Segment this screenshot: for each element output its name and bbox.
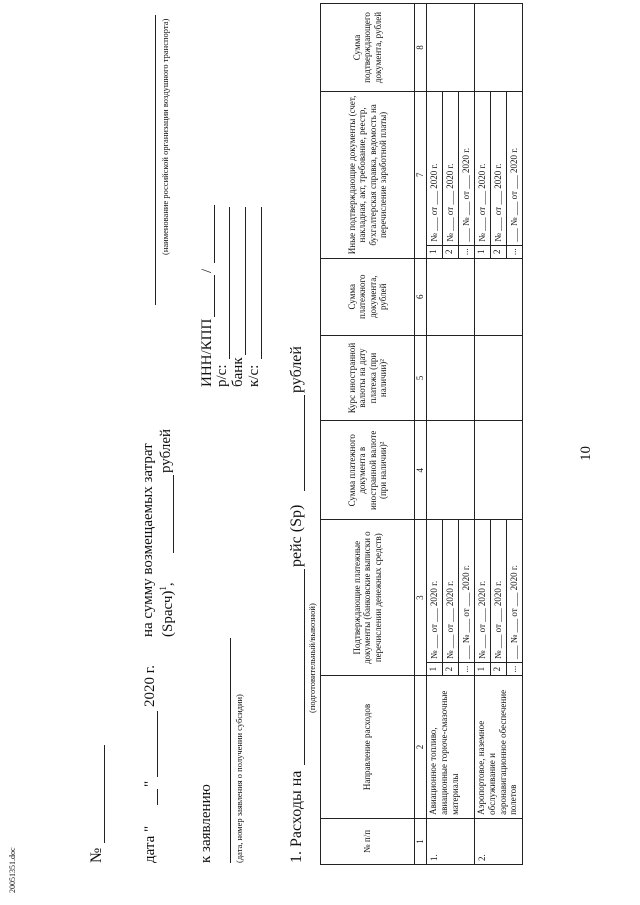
column-numbers-row [415, 4, 427, 865]
date-month-line [157, 711, 158, 777]
row-direction: Аэропортовое, наземное обслуживание и аэронавигационное обеспечение полетов [475, 676, 523, 819]
flight-caption: (подготовительный/вывозной) [307, 603, 317, 713]
table-row [475, 4, 491, 865]
confirm-sum-cell [427, 4, 475, 92]
rate-cell [427, 335, 475, 421]
flight-sum-line [304, 395, 305, 491]
pay-doc-index: 1 [427, 662, 443, 675]
pay-doc-line: № ___ от ___ 2020 г. [475, 520, 491, 663]
pay-doc-index: ... [507, 662, 523, 675]
col-num: 4 [415, 421, 427, 520]
org-line [155, 15, 156, 305]
page-number: 10 [578, 446, 594, 461]
rub-sum-cell [427, 258, 475, 335]
other-doc-index: 1 [427, 245, 443, 258]
footnote-1: 1 [158, 586, 168, 591]
header-num: № п/п [321, 818, 415, 864]
other-doc-line: ___ № ___ от ___ 2020 г. [459, 91, 475, 245]
col-num: 8 [415, 4, 427, 92]
header-pay-docs: Подтверждающие платежные документы (банковские выписки о перечислении денежных средств) [321, 520, 415, 676]
spasch-text: (Spасч) [160, 590, 176, 637]
row-number: 2. [475, 818, 523, 864]
pay-doc-line: ___ № ___ от ___ 2020 г. [507, 520, 523, 663]
header-direction: Направление расходов [321, 676, 415, 819]
doc-id: 20051351.doc [8, 847, 17, 893]
header-confirm-sum: Сумма подтверждающего документа, рублей [321, 4, 415, 92]
other-doc-line: № ___ от ___ 2020 г. [491, 91, 507, 245]
section-title: 1. Расходы на [288, 770, 305, 863]
ks-label: к/с: [246, 364, 262, 387]
rate-cell [475, 335, 523, 421]
bank-line [245, 207, 246, 355]
confirm-sum-cell [475, 4, 523, 92]
other-doc-index: ... [507, 245, 523, 258]
inn-line-2 [214, 205, 215, 263]
header-rate: Курс иностранной валюты на дату платежа (при наличии)² [321, 335, 415, 421]
other-doc-index: 2 [443, 245, 459, 258]
section-rub: рублей [288, 346, 305, 393]
header-foreign-sum: Сумма платежного документа в иностранной валюте (при наличии)² [321, 421, 415, 520]
date-day-line [157, 789, 158, 805]
statement-line [230, 638, 231, 863]
rub-label: рублей [158, 428, 174, 473]
number-line [104, 745, 105, 843]
other-doc-line: № ___ от ___ 2020 г. [443, 91, 459, 245]
col-num: 6 [415, 258, 427, 335]
flight-label: рейс (Sр) [288, 504, 305, 567]
header-rub-sum: Сумма платежного документа, рублей [321, 258, 415, 335]
foreign-sum-cell [475, 421, 523, 520]
date-quote: " [142, 780, 158, 787]
col-num: 3 [415, 520, 427, 676]
pay-doc-line: № ___ от ___ 2020 г. [427, 520, 443, 663]
sum-line [173, 475, 174, 553]
rs-label: р/с: [214, 364, 230, 387]
rub-sum-cell [475, 258, 523, 335]
row-number: 1. [427, 818, 475, 864]
foreign-sum-cell [427, 421, 475, 520]
spasch-label: (Spасч)$^1$, [158, 582, 176, 637]
sum-label: на сумму возмещаемых затрат [140, 443, 156, 637]
org-caption: (наименование российской организации воздушного транспорта) [160, 18, 170, 255]
ks-line [261, 207, 262, 359]
row-direction: Авиационное топливо, авиационные горюче-смазочные материалы [427, 676, 475, 819]
rs-line [229, 207, 230, 359]
statement-caption: (дата, номер заявления о получении субсидии) [234, 694, 244, 863]
date-prefix: дата " [142, 825, 158, 863]
table-row [427, 4, 443, 865]
date-year: 2020 г. [142, 665, 158, 707]
pay-doc-line: № ___ от ___ 2020 г. [491, 520, 507, 663]
col-num: 5 [415, 335, 427, 421]
other-doc-line: № ___ от ___ 2020 г. [427, 91, 443, 245]
to-statement: к заявлению [198, 784, 214, 863]
other-doc-index: 1 [475, 245, 491, 258]
col-num: 2 [415, 676, 427, 819]
col-num: 1 [415, 818, 427, 864]
pay-doc-line: № ___ от ___ 2020 г. [443, 520, 459, 663]
bank-label: банк [230, 357, 246, 387]
header-other-docs: Иные подтверждающие документы (счет, накладная, акт, требование, реестр, бухгалтерская справка, ведомость на перечисление заработной платы) [321, 91, 415, 258]
other-doc-line: № ___ от ___ 2020 г. [475, 91, 491, 245]
pay-doc-index: 2 [491, 662, 507, 675]
inn-line-1 [214, 275, 215, 317]
pay-doc-index: 1 [475, 662, 491, 675]
pay-doc-index: ... [459, 662, 475, 675]
other-doc-index: 2 [491, 245, 507, 258]
inn-label: ИНН/КПП [199, 318, 215, 387]
col-num: 7 [415, 91, 427, 258]
pay-doc-index: 2 [443, 662, 459, 675]
expenses-table [320, 3, 523, 865]
other-doc-index: ... [459, 245, 475, 258]
flight-type-line [304, 569, 305, 765]
other-doc-line: ___ № ___ от ___ 2020 г. [507, 91, 523, 245]
pay-doc-line: ___ № ___ от ___ 2020 г. [459, 520, 475, 663]
number-label: № [88, 847, 105, 863]
inn-slash: / [199, 268, 215, 273]
